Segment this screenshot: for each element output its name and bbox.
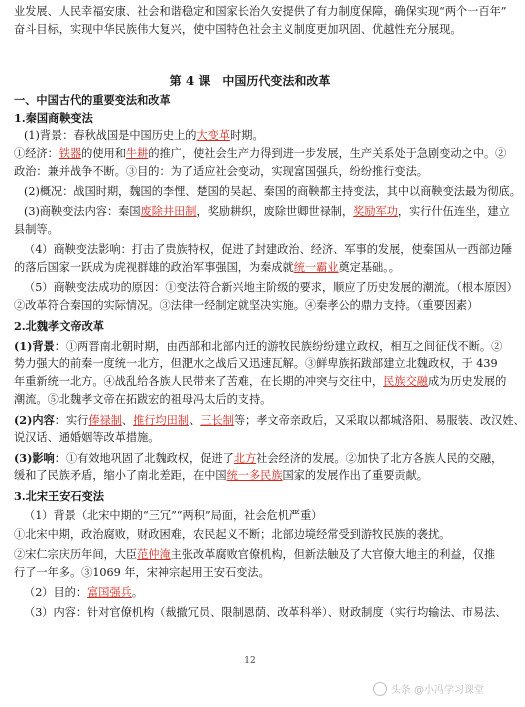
text-span: 说汉话、通婚姻等改革措施。 (14, 431, 160, 444)
text-span: ：①有效地巩固了北魏政权，促进了 (54, 452, 234, 465)
text-span: ①北宋中期，政治腐败，财政困难，农民起义不断；北部边境经常受到游牧民族的袭扰。 (14, 528, 451, 541)
text-span: 、 (121, 414, 134, 427)
text-span: 国家的发展作出了重要贡献。 (282, 469, 428, 482)
text-span: 社会经济的发展。②加快了北方各族人民的交融， (256, 452, 503, 465)
text-span: (2)概况：战国时期，魏国的李悝、楚国的吴起、秦国的商鞅都主持变法，其中以商鞅变法最为彻底。 (24, 185, 521, 198)
watermark-logo-icon (373, 682, 387, 696)
text-span: 的落后国家一跃成为虎视群雄的政治军事强国，为秦成就 (14, 261, 294, 274)
text-line (14, 222, 488, 238)
text-span: 政治：兼并战争不断。③目的：为了适应社会变动，实现富国强兵，纷纷推行变法。 (14, 165, 428, 178)
text-span: 。 (131, 586, 144, 599)
text-span: 成为历史发展的 (427, 375, 507, 388)
highlighted-term: 牛耕 (125, 147, 149, 160)
text-line (14, 298, 488, 314)
text-line (14, 164, 488, 180)
text-span: 、 (189, 414, 201, 427)
text-line (14, 527, 488, 543)
text-span: ：实行 (54, 414, 89, 427)
highlighted-term: 统一多民族 (226, 469, 283, 482)
highlighted-term: 民族交融 (383, 375, 428, 388)
text-span: 的使用和 (81, 147, 126, 160)
section-heading (14, 318, 488, 334)
text-span: 潮流。⑤北魏孝文帝在拓跋宏的祖母冯太后的支持。 (14, 393, 272, 406)
text-span: 奠定基础。。 (338, 261, 400, 274)
text-line (14, 4, 507, 20)
highlighted-term: 俸禄制 (88, 414, 122, 427)
watermark (373, 681, 484, 696)
text-span: ①经济： (14, 147, 59, 160)
text-line (14, 468, 488, 484)
text-span: ②改革符合秦国的实际情况。③法律一经制定就坚决实施。④秦孝公的鼎力支持。（重要因素） (14, 299, 479, 312)
text-line (14, 374, 507, 390)
text-line (14, 450, 503, 467)
text-span: 2.北魏孝文帝改革 (14, 319, 104, 333)
text-line (14, 430, 488, 446)
text-span: （3）内容：针对官僚机构（裁撤冗员、限制恩荫、改革科举）、财政制度（实行均输法、市易法、 (24, 606, 507, 619)
text-line (24, 605, 507, 621)
highlighted-term: 奖励军功 (353, 205, 398, 218)
text-span: 业发展、人民幸福安康、社会和谐稳定和国家长治久安提供了有力制度保障，确保实现“两个一百年” (14, 5, 507, 18)
text-span: ②宋仁宗庆历年间，大臣 (14, 548, 138, 561)
text-line (14, 356, 498, 372)
highlighted-term: 范仲淹 (137, 548, 171, 561)
text-line (14, 565, 488, 581)
text-span: 第 4 课 中国历代变法和改革 (169, 74, 331, 88)
bold-label: (1)背景 (14, 339, 55, 353)
text-span: 主张改革腐败官僚机构，但新法触及了大官僚大地主的利益，仅推 (170, 548, 496, 561)
text-line (24, 280, 518, 296)
text-span: (1)背景：春秋战国是中国历史上的 (24, 129, 197, 142)
highlighted-term: 推行均田制 (133, 414, 190, 427)
text-line (24, 508, 498, 524)
highlighted-term: 大变革 (196, 129, 231, 142)
text-span: ，实行什伍连坐，建立 (397, 205, 510, 218)
text-span: 1.秦国商鞅变法 (14, 111, 93, 125)
highlighted-term: 北方 (233, 452, 257, 465)
text-line (14, 338, 503, 355)
text-line (24, 184, 521, 200)
text-line (14, 392, 488, 408)
section-heading (14, 488, 488, 504)
text-line (14, 146, 507, 162)
text-span: (3)商鞅变法内容：秦国 (24, 205, 141, 218)
text-span: 缓和了民族矛盾，缩小了南北差距，在中国 (14, 469, 227, 482)
lesson-title (0, 73, 500, 89)
bold-label: (3)影响 (14, 451, 55, 465)
text-span: ：①两晋南北朝时期，由西部和北部内迁的游牧民族纷纷建立政权，相互之间征伐不断。② (54, 340, 503, 353)
text-span: ，奖励耕织，废除世卿世禄制， (196, 205, 354, 218)
text-span: 一、中国古代的重要变法和改革 (14, 93, 171, 107)
section-heading (14, 92, 488, 108)
text-line (24, 204, 510, 220)
text-line (14, 260, 488, 276)
text-line (24, 585, 498, 601)
text-span: （2）目的： (24, 586, 88, 599)
text-span: 势力强大的前秦一度统一北方，但淝水之战后又迅速瓦解。③鲜卑族拓跋部建立北魏政权，于 439 (14, 357, 498, 370)
text-span: 时期。 (230, 129, 264, 142)
text-span: 3.北宋王安石变法 (14, 489, 104, 503)
text-span: 行了一年多。③1069 年，宋神宗起用王安石变法。 (14, 566, 270, 579)
text-line (14, 547, 496, 563)
text-line (24, 242, 513, 258)
text-span: 的推广，使社会生产力得到进一步发展，生产关系处于急剧变动之中。② (148, 147, 507, 160)
section-heading (14, 110, 488, 126)
text-span: 奋斗目标，实现中华民族伟大复兴，使中国特色社会主义制度更加巩固、优越性充分展现。 (14, 23, 462, 36)
highlighted-term: 富国强兵 (87, 586, 132, 599)
text-span: 县制等。 (14, 223, 59, 236)
watermark-text: 头条 @小冯学习课堂 (390, 685, 484, 696)
highlighted-term: 废除井田制 (140, 205, 197, 218)
highlighted-term: 三长制 (200, 414, 234, 427)
page-number: 12 (244, 656, 256, 666)
bold-label: (2)内容 (14, 413, 55, 427)
text-line (24, 128, 498, 144)
text-span: 等；孝文帝亲政后，又采取以都城洛阳、易服装、改汉姓、 (233, 414, 525, 427)
text-span: （5）商鞅变法成功的原因：①变法符合新兴地主阶级的要求，顺应了历史发展的潮流。（根本原因） (24, 281, 518, 294)
highlighted-term: 统一霸业 (293, 261, 339, 274)
highlighted-term: 铁器 (58, 147, 82, 160)
text-line (14, 412, 525, 429)
text-span: （4）商鞅变法影响：打击了贵族特权，促进了封建政治、经济、军事的发展，使秦国从一西部边陲 (24, 243, 513, 256)
text-span: 年重新统一北方。④战乱给各族人民带来了苦难，在长期的冲突与交往中， (14, 375, 384, 388)
text-span: （1）背景（北宋中期的“三冗”“两积”局面，社会危机严重） (24, 509, 323, 522)
text-line (14, 22, 488, 38)
